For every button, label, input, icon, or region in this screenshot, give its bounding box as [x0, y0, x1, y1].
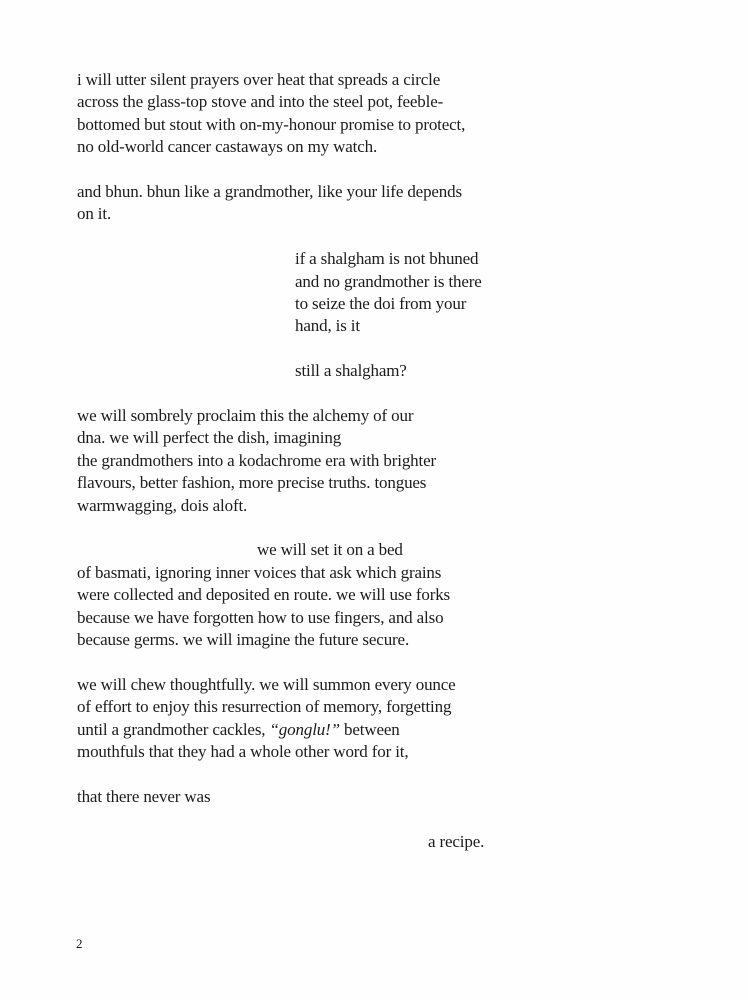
poem-line: bottomed but stout with on-my-honour promise to protect,	[77, 114, 466, 134]
poem-line-italic-word: “gonglu!”	[269, 719, 340, 739]
poem-line: to seize the doi from your	[295, 294, 467, 314]
poem-line-segment: until a grandmother cackles,	[77, 719, 270, 739]
poem-line: the grandmothers into a kodachrome era with brighter	[77, 450, 436, 470]
poem-line: of basmati, ignoring inner voices that ask which grains	[77, 562, 442, 582]
stanza-9-indented	[77, 831, 484, 853]
poem-line: i will utter silent prayers over heat that spreads a circle	[77, 70, 441, 89]
poem-line: a recipe.	[428, 831, 485, 851]
poem-line: on it.	[77, 204, 112, 224]
poem-line: dna. we will perfect the dish, imagining	[77, 428, 342, 448]
poem-line: we will chew thoughtfully. we will summon every ounce	[77, 674, 456, 694]
poem	[77, 69, 484, 875]
poem-line: still a shalgham?	[295, 361, 407, 381]
stanza-4-indented	[77, 360, 484, 382]
stanza-2	[77, 181, 484, 226]
poem-line-with-italic	[77, 719, 484, 741]
poem-line: of effort to enjoy this resurrection of memory, forgetting	[77, 697, 452, 717]
poem-line: that there never was	[77, 786, 211, 806]
stanza-3-indented	[77, 248, 484, 338]
poem-line: we will sombrely proclaim this the alchemy of our	[77, 406, 414, 426]
poem-line: if a shalgham is not bhuned	[295, 249, 479, 269]
poem-line: because we have forgotten how to use fingers, and also	[77, 607, 444, 627]
page-number: 2	[76, 936, 83, 951]
poem-line: no old-world cancer castaways on my watch.	[77, 137, 378, 157]
stanza-5	[77, 405, 484, 517]
poem-line-segment: between	[339, 719, 400, 739]
stanza-7	[77, 674, 484, 764]
poem-line: we will set it on a bed	[257, 540, 403, 560]
poem-line: across the glass-top stove and into the steel pot, feeble-	[77, 92, 444, 112]
stanza-8	[77, 786, 484, 808]
poem-line: and bhun. bhun like a grandmother, like your life depends	[77, 182, 462, 202]
poem-line: hand, is it	[295, 316, 360, 336]
poem-line: flavours, better fashion, more precise truths. tongues	[77, 473, 427, 493]
poem-line: because germs. we will imagine the future secure.	[77, 630, 410, 650]
poem-line: and no grandmother is there	[295, 271, 482, 291]
poem-line: warmwagging, dois aloft.	[77, 495, 248, 515]
poem-line: mouthfuls that they had a whole other word for it,	[77, 742, 409, 762]
stanza-6	[77, 539, 484, 651]
stanza-1	[77, 69, 484, 159]
poem-line: were collected and deposited en route. we will use forks	[77, 585, 451, 605]
